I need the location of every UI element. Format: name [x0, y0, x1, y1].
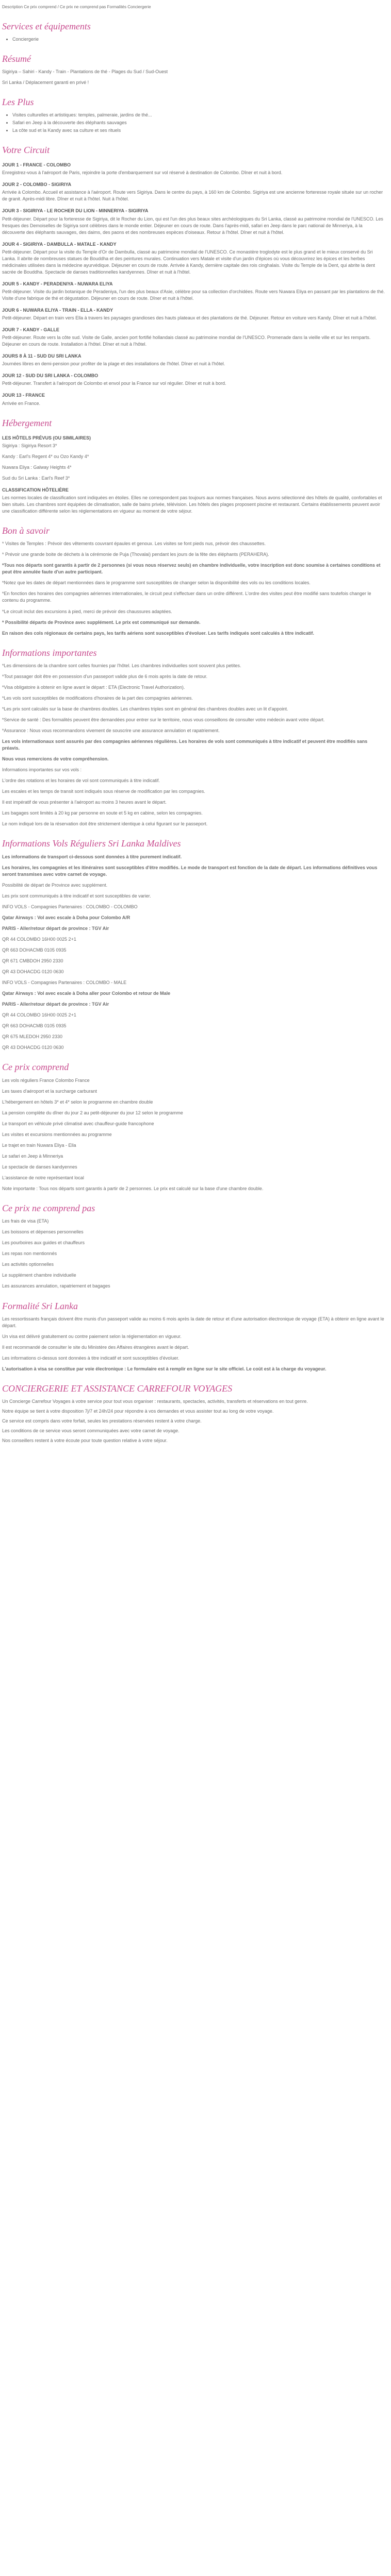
resume-line: Sri Lanka / Déplacement garanti en privé ! [2, 79, 89, 85]
info-paragraph: *Les dimensions de la chambre sont celles fournies par l'hôtel. Les chambres individuelles sont souvent plus petites. [2, 663, 241, 668]
formalites-title: Formalité Sri Lanka [2, 1300, 78, 1311]
hotel-line: Sigiriya : Sigiriya Resort 3* [2, 443, 57, 448]
bon-savoir-paragraph: *Le circuit inclut des excursions à pied, merci de prévoir des chaussures adaptées. [2, 608, 172, 614]
ne-comprend-item: Les assurances annulation, rapatriement et bagages [2, 1283, 110, 1289]
conciergerie-paragraph: Un Concierge Carrefour Voyages à votre service pour tout vous organiser : restaurants, spectacles, activités, transferts et réservations en tout genre. [2, 1398, 308, 1404]
hebergement-title: Hébergement [2, 417, 52, 428]
day-heading: JOUR 6 - NUWARA ELIYA - TRAIN - ELLA - KANDY [2, 308, 113, 313]
intro-links: Description Ce prix comprend / Ce prix ne comprend pas Formalités Conciergerie [2, 5, 151, 9]
ne-comprend-item: Les frais de visa (ETA) [2, 1218, 49, 1224]
services-title: Services et équipements [2, 21, 91, 31]
hotel-line: Nuwara Eliya : Galway Heights 4* [2, 464, 72, 470]
classification-text: Les normes locales de classification sont indiquées en étoiles. Elles ne correspondent pas toujours aux normes françaises. Nous avons sélectionné des hôtels de qualité, confortables et bien situés. Les chambres sont équipées de climatisation, salle de bains privée, télévision. Les hôtels des plages proposent piscine et restaurant. Certains établissements peuvent avoir une classification différente selon les réglementations en vigueur au moment de votre séjour. [2, 495, 382, 514]
day-text: Arrivée à Colombo. Accueil et assistance à l'aéroport. Route vers Sigiriya. Dans le centre du pays, à 160 km de Colombo. Sigiriya est une ancienne forteresse royale située sur un rocher de granit. Après-midi libre. Dîner et nuit à l'hôtel. Nuit à l'hôtel. [2, 190, 383, 202]
bon-savoir-paragraph: *En fonction des horaires des compagnies aériennes internationales, le circuit peut s'effectuer dans un ordre différent. L'ordre des visites peut être modifié sans toutefois changer le contenu du programme. [2, 591, 371, 603]
ne-comprend-item: Le supplément chambre individuelle [2, 1273, 76, 1278]
comprend-item: Les visites et excursions mentionnées au programme [2, 1131, 112, 1137]
services-list [7, 36, 385, 43]
ne-comprend-item: Les activités optionnelles [2, 1262, 54, 1267]
day-text: Petit-déjeuner. Départ en train vers Ella à travers les paysages grandioses des hauts plateaux et des plantations de thé. Déjeuner. Retour en voiture vers Kandy. Dîner et nuit à l'hôtel. [2, 315, 377, 321]
vols-line: Qatar Airways : Vol avec escale à Doha pour Colombo A/R [2, 914, 131, 920]
vols-block [2, 979, 385, 1051]
vols-paragraph: Les prix sont communiqués à titre indicatif et sont susceptibles de varier. [2, 893, 151, 899]
circuit-days [2, 162, 385, 406]
vols-line: QR 671 CMBDOH 2950 2330 [2, 958, 63, 964]
vols-block [2, 904, 385, 975]
vols-block-heading: INFO VOLS - Compagnies Partenaires : COLOMBO - MALE [2, 980, 127, 986]
bon-savoir-paragraph: * Visites de Temples : Prévoir des vêtements couvrant épaules et genoux. Les visites se font pieds nus, prévoir des chaussettes. [2, 541, 266, 547]
ne-comprend-item: Les boissons et dépenses personnelles [2, 1229, 84, 1235]
bon-savoir-paragraph: * Prévoir une grande boite de déchets à la cérémonie de Puja (Thovalai) pendant les jours de la fête des éléphants (PERAHERA). [2, 552, 269, 557]
vols-line: QR 44 COLOMBO 16H00 0025 2+1 [2, 1012, 76, 1018]
plus-item: • Visites culturelles et artistiques: temples, palmeraie, jardins de thé... [12, 112, 385, 118]
conciergerie-block [2, 1398, 385, 1444]
day-heading: JOURS 8 À 11 - SUD DU SRI LANKA [2, 353, 82, 359]
vols-line: PARIS - Aller/retour départ de province : TGV Air [2, 925, 109, 931]
info-paragraph: *Assurance : Nous vous recommandons vivement de souscrire une assurance annulation et rapatriement. [2, 728, 220, 734]
infos-title: Informations importantes [2, 647, 97, 658]
day-text: Petit-déjeuner. Route vers la côte sud. Visite de Galle, ancien port fortifié hollandais classé au patrimoine mondial de l'UNESCO. Promenade dans la vieille ville et sur les remparts. Déjeuner en cours de route. Installation à l'hôtel. Dîner et nuit à l'hôtel. [2, 335, 371, 347]
comprend-note: Note importante : Tous nos départs sont garantis à partir de 2 personnes. Le prix est calculé sur la base d'une chambre double. [2, 1186, 264, 1192]
info-paragraph: *Les vols sont susceptibles de modifications d'horaires de la part des compagnies aériennes. [2, 695, 193, 701]
conciergerie-paragraph: Ce service est compris dans votre forfait, seules les prestations réservées restent à votre charge. [2, 1418, 202, 1424]
info2-paragraph: Il est impératif de vous présenter à l'aéroport au moins 3 heures avant le départ. [2, 800, 167, 805]
day-text: Journées libres en demi-pension pour profiter de la plage et des installations de l'hôtel. Dîner et nuit à l'hôtel. [2, 361, 225, 367]
conciergerie-title: CONCIERGERIE ET ASSISTANCE CARREFOUR VOYAGES [2, 1383, 233, 1394]
vols-line: QR 663 DOHACMB 0105 0935 [2, 1023, 67, 1029]
vols-line: QR 43 DOHACDG 0120 0630 [2, 969, 64, 975]
day-text: Arrivée en France. [2, 400, 41, 406]
day-heading: JOUR 4 - SIGIRIYA - DAMBULLA - MATALE - KANDY [2, 241, 117, 247]
info-paragraph: *Visa obligatoire à obtenir en ligne avant le départ : ETA (Electronic Travel Authorization). [2, 684, 185, 690]
hotel-line: Kandy : Earl's Regent 4* ou Ozo Kandy 4* [2, 453, 89, 459]
info2-paragraph: Les bagages sont limités à 20 kg par personne en soute et 5 kg en cabine, selon les compagnies. [2, 810, 203, 816]
formalite-paragraph: Un visa est délivré gratuitement ou contre paiement selon la réglementation en vigueur. [2, 1333, 182, 1339]
comprend-item: Le transport en véhicule privé climatisé avec chauffeur-guide francophone [2, 1121, 154, 1126]
bon-savoir-paragraph: *Tous nos départs sont garantis à partir de 2 personnes (si vous nous réservez seuls) en chambre individuelle, votre inscription est donc soumise à certaines conditions et peut être annulée faute d'un autre participant. [2, 563, 381, 575]
day-heading: JOUR 1 - FRANCE - COLOMBO [2, 162, 71, 168]
day-text: Petit-déjeuner. Transfert à l'aéroport de Colombo et envol pour la France sur vol régulier. Dîner et nuit à bord. [2, 381, 226, 386]
formalite-notice: L'autorisation à visa se constitue par voie électronique : Le formulaire est à remplir en ligne sur le site officiel. Le coût est à la charge du voyageur. [2, 1366, 327, 1371]
comprend-item: Les taxes d'aéroport et la surcharge carburant [2, 1088, 97, 1094]
plus-item: • Safari en Jeep à la découverte des éléphants sauvages [12, 120, 385, 126]
day-heading: JOUR 2 - COLOMBO - SIGIRIYA [2, 182, 72, 188]
vols-line: PARIS - Aller/retour départ de province : TGV Air [2, 1002, 109, 1007]
day-heading: JOUR 7 - KANDY - GALLE [2, 327, 59, 333]
comprend-item: Les vols réguliers France Colombo France [2, 1077, 90, 1083]
formalite-paragraph: Il est recommandé de consulter le site du Ministère des Affaires étrangères avant le départ. [2, 1344, 189, 1350]
vols-title: Informations Vols Réguliers Sri Lanka Maldives [2, 838, 181, 849]
services-item: • Conciergerie [12, 36, 385, 43]
comprend-item: La pension complète du dîner du jour 2 au petit-déjeuner du jour 12 selon le programme [2, 1110, 183, 1115]
formalite-paragraph: Les informations ci-dessus sont données à titre indicatif et sont susceptibles d'évoluer. [2, 1355, 180, 1361]
info2-paragraph: Les escales et les temps de transit sont indiqués sous réserve de modification par les compagnies. [2, 789, 205, 794]
day-heading: JOUR 5 - KANDY - PERADENIYA - NUWARA ELIYA [2, 281, 113, 286]
vols-lead: Les informations de transport ci-dessous sont données à titre purement indicatif. [2, 854, 182, 859]
day-heading: JOUR 3 - SIGIRIYA - LE ROCHER DU LION - MINNERIYA - SIGIRIYA [2, 208, 149, 214]
hebergement-subtitle: LES HÔTELS PRÉVUS (OU SIMILAIRES) [2, 435, 91, 440]
bon-savoir-note: En raison des cols régionaux de certains pays, les tarifs aériens sont susceptibles d'évoluer. Les tarifs indiqués sont calculés à titre indicatif. [2, 630, 314, 636]
day-text: Petit-déjeuner. Départ pour la forteresse de Sigiriya, dit le Rocher du Lion, qui est l'un des plus beaux sites archéologiques du Sri Lanka, classé au patrimoine mondial de l'UNESCO. Les fresques des Demoiselles de Sigiriya sont célèbres dans le monde entier. Déjeuner en cours de route. Dans l'après-midi, safari en Jeep dans le parc national de Minneriya, à la découverte des éléphants sauvages, des daims, des paons et des nombreuses espèces d'oiseaux. Retour à l'hôtel. Dîner et nuit à l'hôtel. [2, 216, 383, 235]
info2-paragraph: L'ordre des rotations et les horaires de vol sont communiqués à titre indicatif. [2, 778, 160, 784]
plus-list [7, 112, 385, 134]
vols-block-heading: INFO VOLS - Compagnies Partenaires : COLOMBO - COLOMBO [2, 904, 138, 909]
vols-line: Qatar Airways : Vol avec escale à Doha aller pour Colombo et retour de Male [2, 991, 171, 996]
day-text: Petit-déjeuner. Départ pour la visite du Temple d'Or de Dambulla, classé au patrimoine mondial de l'UNESCO. Ce monastère troglodyte est le plus grand et le mieux conservé du Sri Lanka. Il abrite de nombreuses statues de Bouddha et des peintures murales. Continuation vers Matale et visite d'un jardin d'épices où vous découvrirez les épices et les herbes médicinales utilisées dans la médecine ayurvédique. Déjeuner en cours de route. Arrivée à Kandy, dernière capitale des rois cinghalais. Visite du Temple de la Dent, qui abrite la dent sacrée de Bouddha. Spectacle de danses traditionnelles kandyennes. Dîner et nuit à l'hôtel. [2, 249, 375, 275]
comprend-item: Le spectacle de danses kandyennes [2, 1164, 77, 1170]
plus-title: Les Plus [2, 96, 34, 107]
info-emphasis: Les vols internationaux sont assurés par des compagnies aériennes régulières. Les horaires de vols sont communiqués à titre indicatif et peuvent être modifiés sans préavis. [2, 739, 368, 751]
info-paragraph: *Les prix sont calculés sur la base de chambres doubles. Les chambres triples sont en général des chambres doubles avec un lit d'appoint. [2, 706, 288, 711]
hotel-line: Sud du Sri Lanka : Earl's Reef 3* [2, 475, 70, 481]
bon-savoir-title: Bon à savoir [2, 526, 50, 536]
resume-line: Sigiriya – Sahiri - Kandy - Train - Plantations de thé - Plages du Sud / Sud-Ouest [2, 69, 168, 74]
day-heading: JOUR 13 - FRANCE [2, 393, 45, 398]
info2-paragraph: Le nom indiqué lors de la réservation doit être strictement identique à celui figurant sur le passeport. [2, 821, 208, 827]
ne-comprend-title: Ce prix ne comprend pas [2, 1203, 95, 1214]
info-paragraph: *Tout passager doit être en possession d'un passeport valide plus de 6 mois après la date de retour. [2, 673, 207, 679]
vols-paragraph: Les horaires, les compagnies et les itinéraires sont susceptibles d'être modifiés. Le mode de transport est fonction de la date de départ. Les informations définitives vous seront transmises avec votre carnet de voyage. [2, 865, 378, 877]
resume-title: Résumé [2, 53, 31, 64]
plus-item: • La côte sud et la Kandy avec sa culture et ses rituels [12, 127, 385, 134]
day-text: Enregistrez-vous à l'aéroport de Paris, rejoindre la porte d'embarquement sur vol réservé à destination de Colombo. Dîner et nuit à bord. [2, 170, 283, 176]
info-bottom: Nous vous remercions de votre compréhension. [2, 756, 109, 762]
comprend-item: L'assistance de notre représentant local [2, 1175, 84, 1180]
vols-line: QR 675 MLEDOH 2950 2330 [2, 1034, 63, 1040]
info2-paragraph: Informations importantes sur vos vols : [2, 767, 82, 773]
bon-savoir-paragraph: * Possibilité départs de Province avec supplément. Le prix est communiqué sur demande. [2, 619, 201, 625]
vols-line: QR 663 DOHACMB 0105 0935 [2, 947, 67, 953]
comprend-item: Le trajet en train Nuwara Eliya - Ella [2, 1142, 76, 1148]
classification-title: CLASSIFICATION HÔTELIÈRE [2, 487, 69, 493]
ne-comprend-item: Les repas non mentionnés [2, 1251, 57, 1257]
day-text: Petit-déjeuner. Visite du jardin botanique de Peradeniya, l'un des plus beaux d'Asie, célèbre pour sa collection d'orchidées. Route vers Nuwara Eliya en passant par les plantations de thé. Visite d'une fabrique de thé et dégustation. Déjeuner en cours de route. Dîner et nuit à l'hôtel. [2, 289, 385, 301]
vols-line: QR 44 COLOMBO 16H00 0025 2+1 [2, 936, 76, 942]
vols-line: QR 43 DOHACDG 0120 0630 [2, 1045, 64, 1050]
day-heading: JOUR 12 - SUD DU SRI LANKA - COLOMBO [2, 373, 99, 379]
comprend-item: L'hébergement en hôtels 3* et 4* selon le programme en chambre double [2, 1099, 153, 1105]
ne-comprend-item: Les pourboires aux guides et chauffeurs [2, 1240, 85, 1246]
comprend-title: Ce prix comprend [2, 1062, 69, 1073]
formalite-paragraph: Les ressortissants français doivent être munis d'un passeport valide au moins 6 mois après la date de retour et d'une autorisation électronique de voyage (ETA) à obtenir en ligne avant le départ. [2, 1316, 384, 1328]
vols-paragraph: Possibilité de départ de Province avec supplément. [2, 882, 108, 888]
conciergerie-paragraph: Les conditions de ce service vous seront communiquées avec votre carnet de voyage. [2, 1428, 180, 1434]
info-paragraph: *Service de santé : Des formalités peuvent être demandées pour entrer sur le territoire, nous vous conseillons de consulter votre médecin avant votre départ. [2, 717, 325, 722]
comprend-item: Le safari en Jeep à Minneriya [2, 1153, 63, 1159]
conciergerie-footer: Nos conseillers restent à votre écoute pour toute question relative à votre séjour. [2, 1438, 168, 1444]
conciergerie-paragraph: Notre équipe se tient à votre disposition 7j/7 et 24h/24 pour répondre à vos demandes et vous assister tout au long de votre voyage. [2, 1409, 274, 1414]
bon-savoir-paragraph: *Notez que les dates de départ mentionnées dans le programme sont susceptibles de changer selon la disponibilité des vols ou les conditions locales. [2, 580, 311, 586]
circuit-title: Votre Circuit [2, 145, 50, 156]
